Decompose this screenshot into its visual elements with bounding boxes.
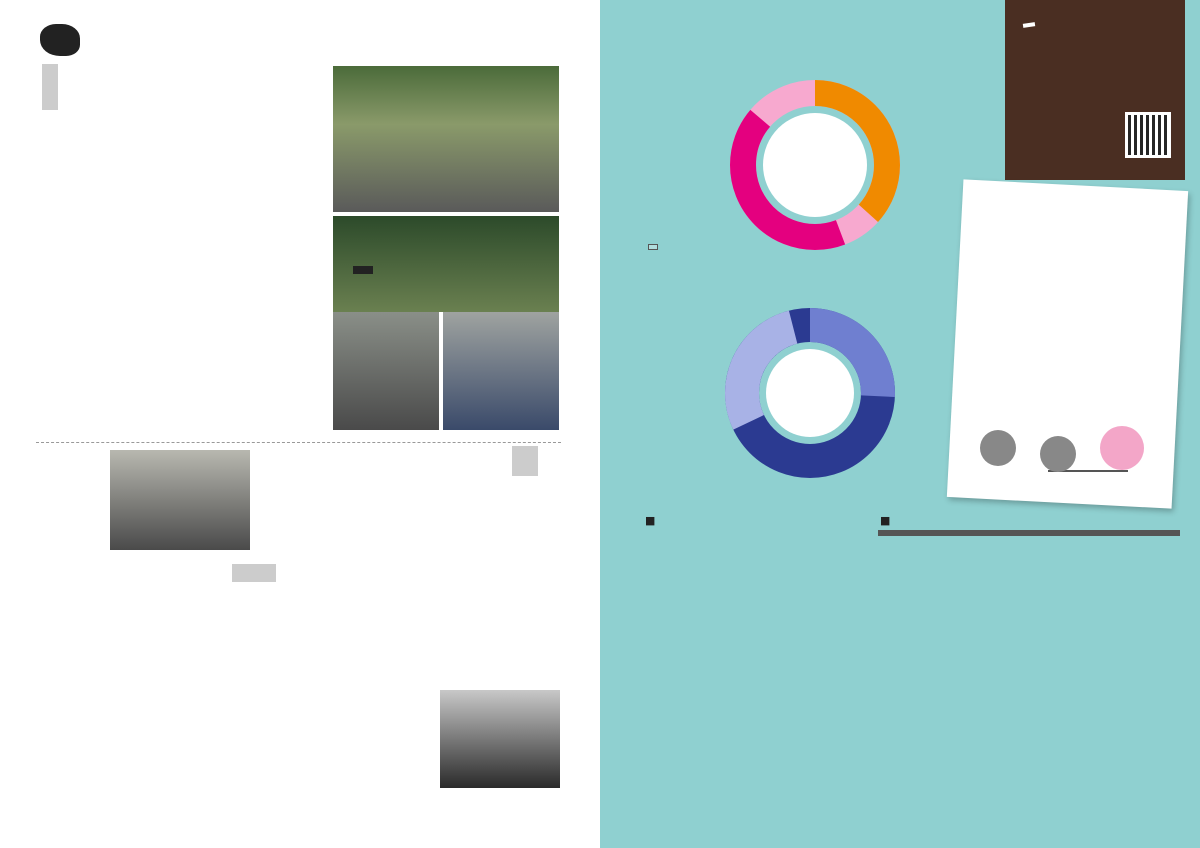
ceremony-photo-2 xyxy=(443,312,559,430)
news-badge xyxy=(40,24,80,56)
trend-r4 xyxy=(1100,426,1144,470)
nature-title xyxy=(645,514,658,527)
qr-code[interactable] xyxy=(1125,112,1171,158)
article2-title xyxy=(532,446,562,646)
th-rate xyxy=(1105,530,1181,536)
sign-text xyxy=(353,266,373,274)
points-body xyxy=(976,206,1173,216)
th-r4 xyxy=(954,530,1030,536)
article3-caption xyxy=(40,450,106,590)
sign-photo xyxy=(333,216,559,312)
title-bar xyxy=(42,64,58,110)
budget-year xyxy=(1023,22,1035,28)
revenue-legend xyxy=(648,244,658,250)
th-category xyxy=(878,530,954,536)
article3-body xyxy=(40,600,224,790)
revenue-center xyxy=(763,113,867,217)
article3-title xyxy=(226,584,282,784)
expenditure-donut xyxy=(725,308,895,478)
accounts-table xyxy=(878,530,1180,536)
article1-body xyxy=(36,128,326,428)
trend-r3 xyxy=(1040,436,1076,472)
article3-bar xyxy=(232,564,276,582)
accounts-title xyxy=(880,514,893,527)
divider xyxy=(36,442,561,443)
points-title xyxy=(977,198,1174,208)
th-r3 xyxy=(1029,530,1105,536)
article3-photo xyxy=(110,450,250,550)
article2-photo xyxy=(440,690,560,788)
revenue-donut xyxy=(730,80,900,250)
ceremony-photo-1 xyxy=(333,312,439,430)
award-group-photo xyxy=(333,66,559,212)
exp-center xyxy=(766,349,854,437)
trend-r2 xyxy=(980,430,1016,466)
